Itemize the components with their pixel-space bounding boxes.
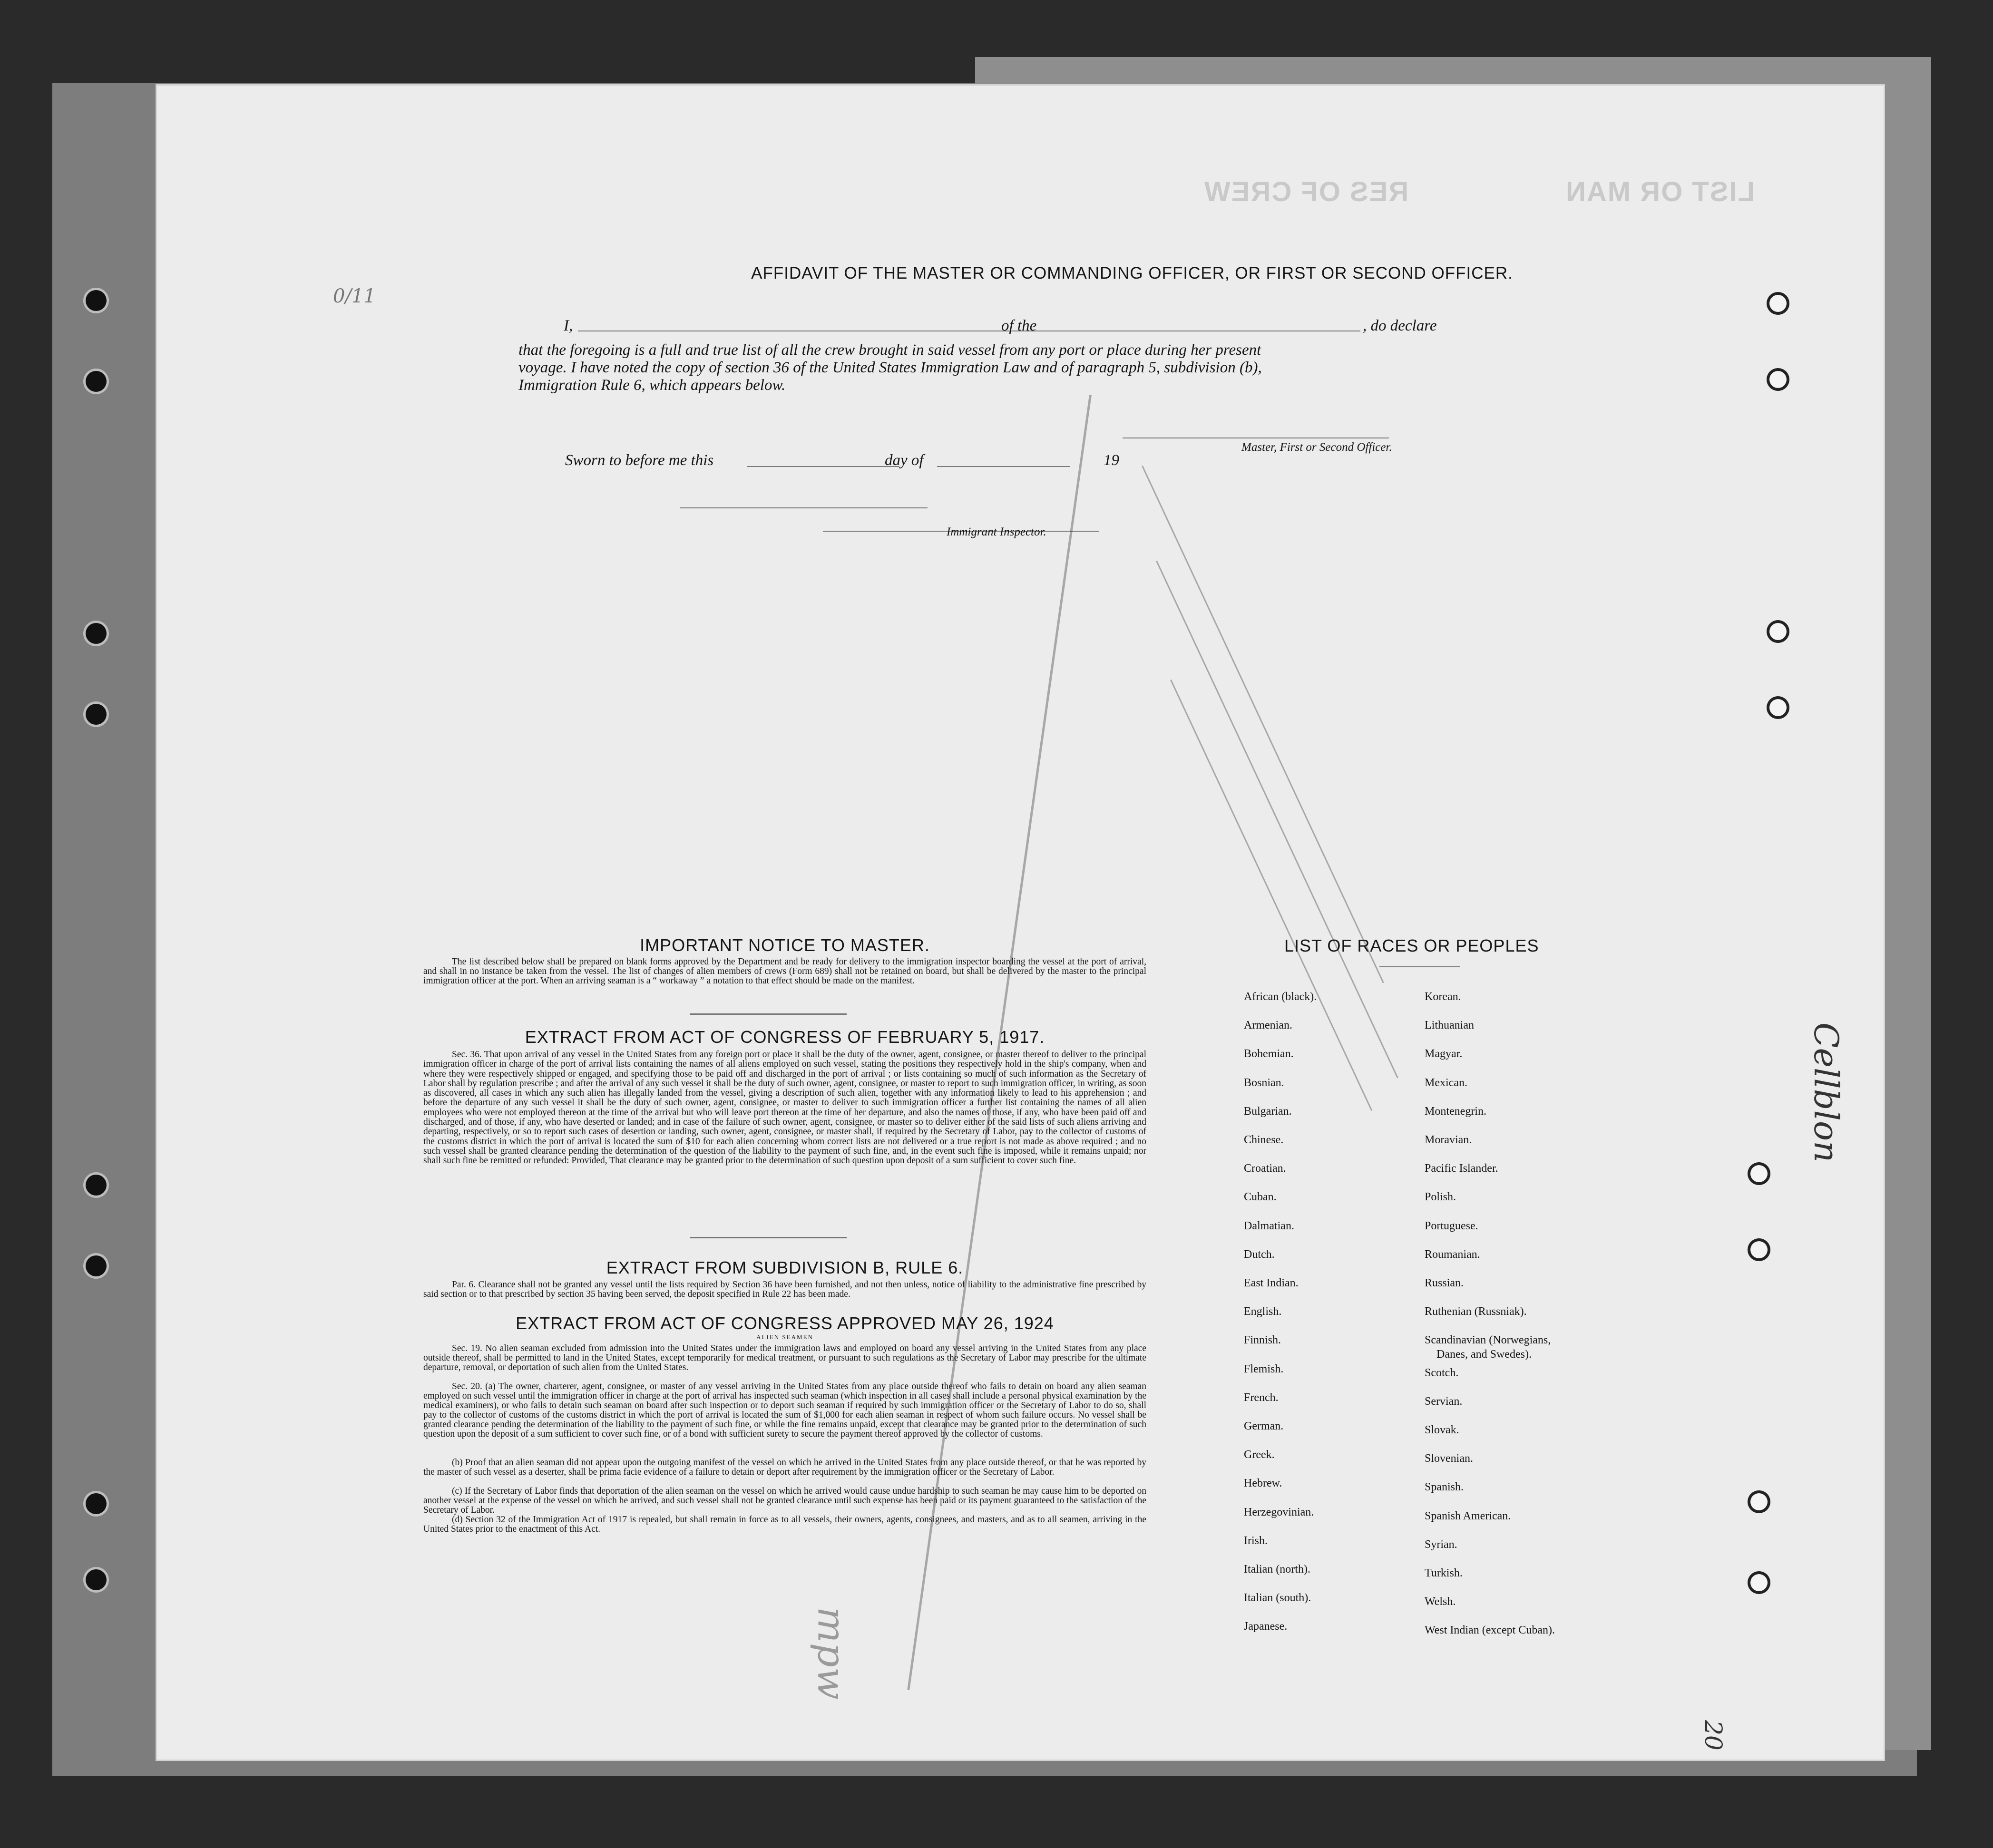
race-item: Turkish.: [1425, 1567, 1463, 1579]
left-margin-mark: 0/11: [333, 285, 376, 307]
race-item: Armenian.: [1244, 1019, 1292, 1032]
binder-hole: [86, 1493, 107, 1514]
binder-hole: [1769, 699, 1787, 716]
race-item: Russian.: [1425, 1277, 1464, 1289]
binder-hole: [1769, 371, 1787, 388]
race-item: Portuguese.: [1425, 1219, 1478, 1232]
race-item: Spanish American.: [1425, 1509, 1511, 1522]
race-item: Spanish.: [1425, 1481, 1464, 1494]
notice-body: The list described below shall be prepared on blank forms approved by the Department and be ready for delivery to the immigration inspector boarding the vessel at the port of arrival, and shall in no instance be taken from the vessel. The list of changes of alien members of crews (Form 689) shall not be retained on board, but shall be delivered by the master to the principal immigration officer at the port. When an arriving seaman is a “ workaway ” a notation to that effect should be made on the manifest.: [423, 957, 1146, 986]
race-item: West Indian (except Cuban).: [1425, 1624, 1555, 1637]
race-item: English.: [1244, 1305, 1282, 1318]
race-item: East Indian.: [1244, 1277, 1299, 1289]
race-item: Bulgarian.: [1244, 1105, 1292, 1118]
race-item: Slovak.: [1425, 1424, 1459, 1436]
race-item: Bosnian.: [1244, 1076, 1284, 1089]
extract-1924-title: EXTRACT FROM ACT OF CONGRESS APPROVED MAY 26, 1924: [516, 1313, 1054, 1333]
extract-1924-sec-20c: (c) If the Secretary of Labor finds that deportation of the alien seaman on the vessel on which he arrived would cause undue hardship to such seaman he may cause him to be deported on another vessel at the expense of the vessel on which he arrived, and such vessel shall not be granted clearance until such expense has been paid or its payment guaranteed to the satisfaction of the Secretary of Labor.: [423, 1486, 1146, 1515]
race-item: Montenegrin.: [1425, 1105, 1486, 1118]
race-item: Scotch.: [1425, 1366, 1459, 1379]
race-item: Pacific Islander.: [1425, 1162, 1498, 1175]
year-prefix: 19: [1104, 452, 1119, 469]
manifest-page: [157, 86, 1884, 1760]
binder-hole: [86, 704, 107, 725]
day-of-label: day of: [885, 452, 924, 469]
section-divider: [690, 1237, 847, 1238]
race-item: Croatian.: [1244, 1162, 1286, 1175]
races-divider: [1379, 966, 1460, 967]
race-item: Cuban.: [1244, 1191, 1277, 1204]
master-caption: Master, First or Second Officer.: [1241, 441, 1392, 454]
race-item: Dalmatian.: [1244, 1219, 1294, 1232]
race-item: Herzegovinian.: [1244, 1506, 1314, 1518]
race-item: Moravian.: [1425, 1134, 1472, 1146]
race-item: Welsh.: [1425, 1595, 1456, 1608]
race-item: German.: [1244, 1420, 1284, 1432]
race-item: Lithuanian: [1425, 1019, 1474, 1032]
race-item: Scandinavian (Norwegians,: [1425, 1334, 1551, 1347]
notice-title: IMPORTANT NOTICE TO MASTER.: [640, 935, 930, 955]
race-item: Slovenian.: [1425, 1452, 1473, 1465]
sworn-label: Sworn to before me this: [565, 452, 714, 469]
sworn-month-blank: [937, 466, 1070, 467]
binder-hole: [1750, 1574, 1768, 1591]
race-item: Finnish.: [1244, 1334, 1281, 1347]
bottom-margin-mark: 20: [1699, 1720, 1727, 1751]
margin-handwriting: Cellblon: [1807, 1022, 1846, 1163]
binder-hole: [1750, 1241, 1768, 1258]
race-item: Italian (south).: [1244, 1592, 1311, 1605]
of-the-label: of the: [1001, 317, 1037, 334]
extract-1924-sec-19: Sec. 19. No alien seaman excluded from admission into the United States under the immigration laws and employed on board any vessel arriving in the United States from any place outside thereof, shall be permitted to land in the United States, except temporarily for medical treatment, or pursuant to such regulations as the Secretary of Labor may prescribe for the ultimate departure, removal, or deportation of such alien from the United States.: [423, 1343, 1146, 1372]
race-item: Flemish.: [1244, 1362, 1284, 1375]
extract-1924-sec-20b: (b) Proof that an alien seaman did not appear upon the outgoing manifest of the vessel on which he arrived in the United States from any place outside thereof, or that he was reported by the master of such vessel as a deserter, shall be prima facie evidence of a failure to detain or deport after requirement by the immigration officer or the Secretary of Labor.: [423, 1458, 1146, 1477]
race-item: French.: [1244, 1391, 1279, 1404]
inspector-caption: Immigrant Inspector.: [947, 525, 1046, 538]
race-item: Italian (north).: [1244, 1563, 1310, 1576]
binder-hole: [1769, 295, 1787, 312]
race-item: Irish.: [1244, 1534, 1268, 1547]
binder-hole: [86, 371, 107, 392]
race-item: Syrian.: [1425, 1538, 1457, 1551]
affidavit-line-3: Immigration Rule 6, which appears below.: [518, 377, 786, 394]
race-item: Servian.: [1425, 1395, 1463, 1408]
race-item: African (black).: [1244, 991, 1317, 1003]
alien-seamen-subtitle: ALIEN SEAMEN: [756, 1333, 813, 1341]
affidavit-i-label: I,: [564, 317, 573, 334]
binder-hole: [1769, 623, 1787, 640]
bleed-through-text: LIST OR MAN: [1565, 176, 1755, 207]
race-item: Polish.: [1425, 1191, 1456, 1204]
extract-1917-title: EXTRACT FROM ACT OF CONGRESS OF FEBRUARY 5, 1917.: [525, 1027, 1045, 1047]
race-item: Mexican.: [1425, 1076, 1467, 1089]
race-item: Japanese.: [1244, 1620, 1288, 1633]
race-item: Chinese.: [1244, 1134, 1284, 1146]
subdivision-title: EXTRACT FROM SUBDIVISION B, RULE 6.: [606, 1258, 964, 1277]
extract-1917-body: Sec. 36. That upon arrival of any vessel in the United States from any foreign port or place it shall be the duty of the owner, agent, consignee, or master thereof to deliver to the principal immigration officer in charge of the port of arrival lists containing the names of all aliens employed on such vessel, stating the positions they respectively hold in the ship's company, when and where they were respectively shipped or engaged, and specifying those to be paid off and discharged in the port of arrival ; or lists containing so much of such information as the Secretary of Labor shall by regulation prescribe ; and after the arrival of any such vessel it shall be the duty of such owner, agent, consignee, or master to report to such immigration officer, in writing, as soon as discovered, all cases in which any such alien has illegally landed from the vessel, giving a description of such alien, together with any information likely to lead to his apprehension ; and before the departure of any such vessel it shall be the duty of such owner, agent, consignee, or master to deliver to such immigration officer a further list containing the names of all alien employees who were not employed thereon at the time of the arrival but who will leave port thereon at the time of her departure, and also the names of those, if any, who have been paid off and discharged, and of those, if any, who have deserted or landed; and in case of the failure of such owner, agent, consignee, or master so to deliver either of the said lists of such aliens arriving and departing, respectively, or so to report such cases of desertion or landing, such owner, agent, consignee, or master shall, if required by the Secretary of Labor, pay to the collector of customs of the customs district in which the port of arrival is located the sum of $10 for each alien concerning whom correct lists are not delivered or a true report is not made as above required ; and no such vessel shall be granted clearance pending the determination of the question of the liability to the payment of such fine, and, in the event such fine is imposed, while it remains unpaid; nor shall such fine be remitted or refunded: Provided, That clearance may be granted prior to the determination of such question upon deposit of a sum sufficient to cover such fine.: [423, 1050, 1146, 1166]
section-divider: [690, 1013, 847, 1015]
bleed-through-text: RES OF CREW: [1203, 176, 1409, 207]
binder-hole: [86, 1569, 107, 1590]
affidavit-title: AFFIDAVIT OF THE MASTER OR COMMANDING OFFICER, OR FIRST OR SECOND OFFICER.: [751, 264, 1513, 282]
binder-hole: [86, 290, 107, 311]
race-item: Magyar.: [1425, 1048, 1463, 1060]
race-item: Greek.: [1244, 1449, 1275, 1461]
affidavit-line-1: that the foregoing is a full and true list of all the crew brought in said vessel from any port or place during her present: [518, 341, 1261, 359]
inspector-line-upper: [680, 507, 928, 508]
race-scandinavian-continued: Danes, and Swedes).: [1436, 1348, 1532, 1361]
binder-hole: [1750, 1493, 1768, 1510]
subdivision-body: Par. 6. Clearance shall not be granted any vessel until the lists required by Section 36 have been furnished, and not then unless, notice of liability to the administrative fine prescribed by said section or to that prescribed by section 35 having been served, the deposit specified in Rule 22 has been made.: [423, 1280, 1146, 1299]
bottom-pencil-mark: mpw: [809, 1606, 854, 1700]
binder-hole: [86, 1175, 107, 1196]
binder-hole: [86, 623, 107, 644]
race-item: Bohemian.: [1244, 1048, 1294, 1060]
affidavit-line-2: voyage. I have noted the copy of section 36 of the United States Immigration Law and of paragraph 5, subdivision (b),: [518, 359, 1262, 376]
extract-1924-sec-20a: Sec. 20. (a) The owner, charterer, agent, consignee, or master of any vessel arriving in the United States from any place outside thereof who fails to detain on board any alien seaman employed on such vessel until the immigration officer in charge at the port of arrival has inspected such seaman (which inspection in all cases shall include a personal physical examination by the medical examiners), or who fails to detain such seaman on board after such inspection or to deport such seaman if required by such immigration officer or the Secretary of Labor to do so, shall pay to the collector of customs of the customs district in which the port of arrival is located the sum of $1,000 for each alien seaman in respect of whom such failure occurs. No vessel shall be granted clearance pending the determination of the liability to the payment of such fine, or while the fine remains unpaid, except that clearance may be granted prior to the determination of such question upon the deposit of a sum sufficient to cover such fine, or of a bond with sufficient surety to secure the payment thereof approved by the collector of customs.: [423, 1381, 1146, 1439]
races-title: LIST OF RACES OR PEOPLES: [1284, 936, 1539, 955]
race-item: Dutch.: [1244, 1248, 1275, 1261]
cancel-stroke: [1142, 466, 1384, 983]
race-item: Ruthenian (Russniak).: [1425, 1305, 1527, 1318]
race-item: Hebrew.: [1244, 1477, 1282, 1490]
race-item: Roumanian.: [1425, 1248, 1480, 1261]
binder-hole: [1750, 1165, 1768, 1182]
sworn-day-blank: [747, 466, 899, 467]
do-declare-label: , do declare: [1363, 317, 1437, 334]
extract-1924-sec-20d: (d) Section 32 of the Immigration Act of 1917 is repealed, but shall remain in force as to all vessels, their owners, agents, consignees, and masters, and as to all seamen, arriving in the United States prior to the enactment of this Act.: [423, 1515, 1146, 1534]
race-item: Korean.: [1425, 991, 1461, 1003]
binder-hole: [86, 1255, 107, 1276]
